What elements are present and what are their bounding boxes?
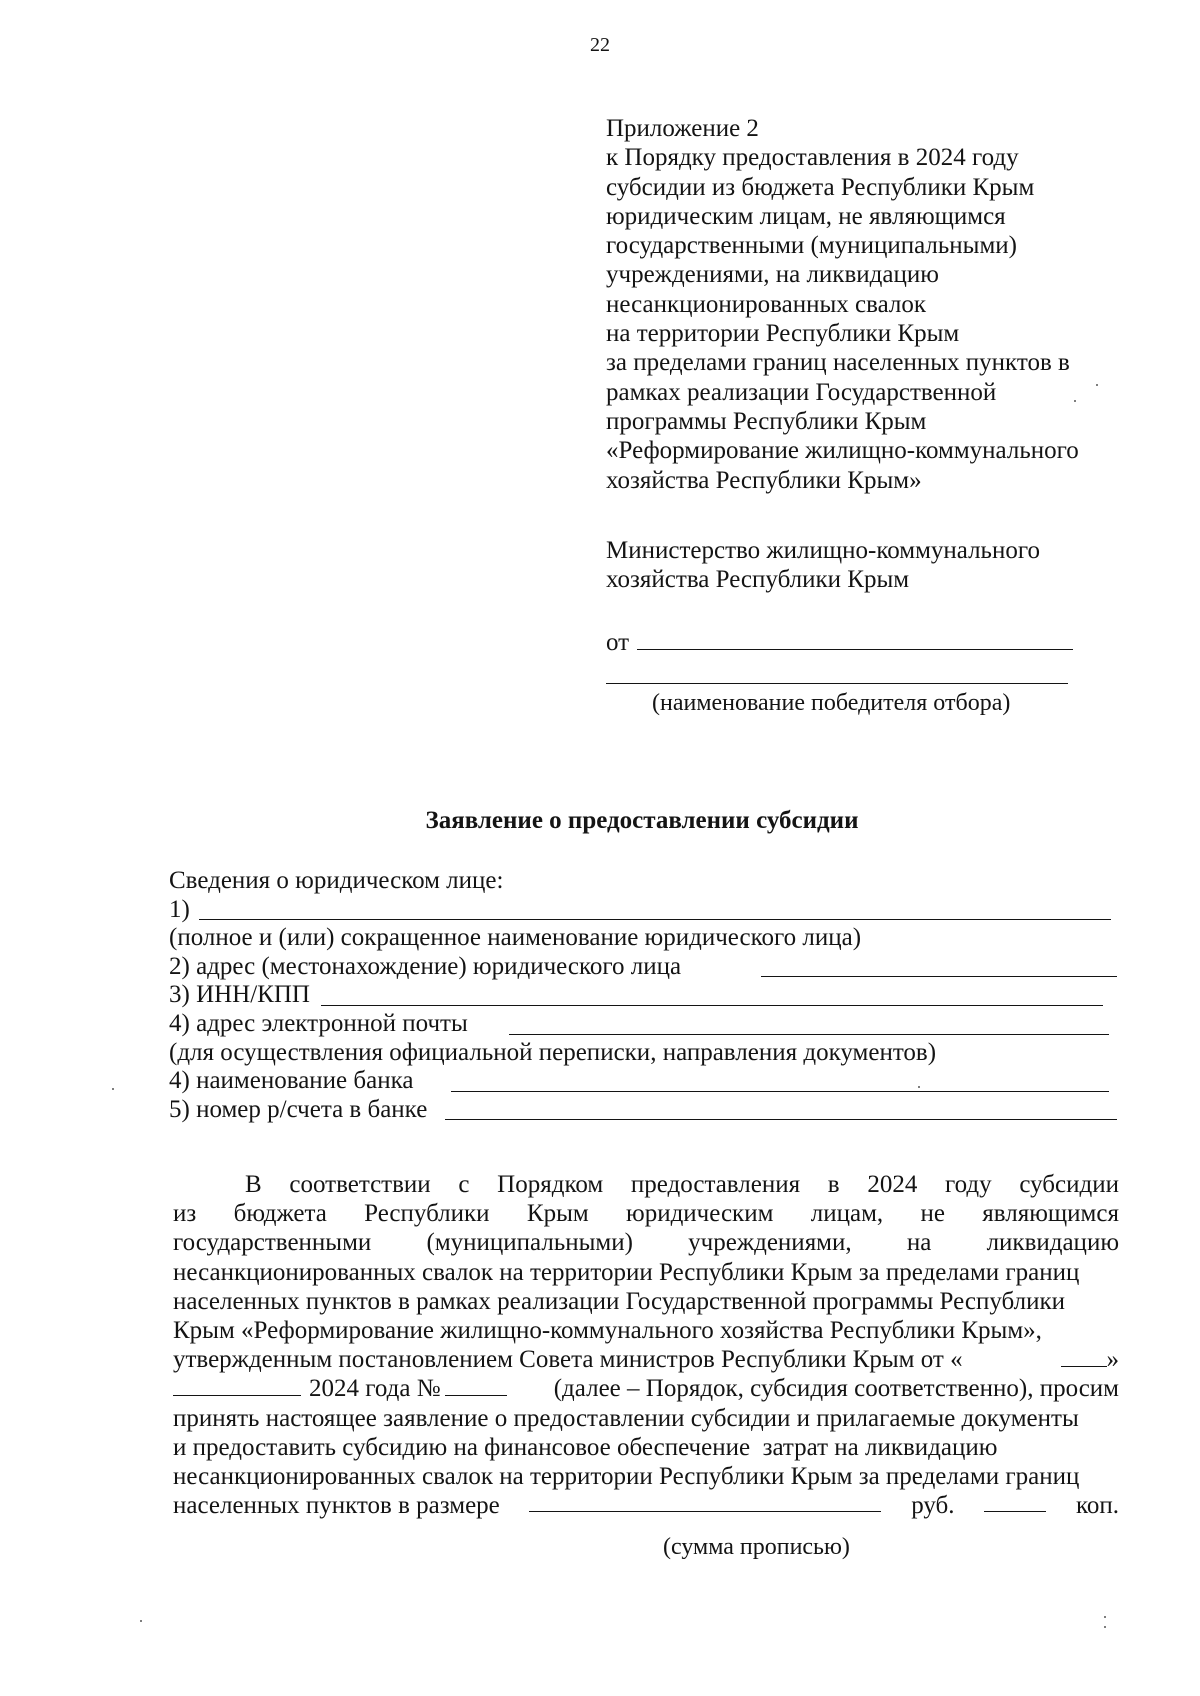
body-word: 2024 xyxy=(867,1171,918,1198)
body-line xyxy=(173,1287,1119,1316)
body-word: бюджета xyxy=(233,1200,327,1228)
body-word: на xyxy=(906,1229,932,1257)
appendix-line: юридическим лицам, не являющимся xyxy=(606,202,1006,230)
scan-speck xyxy=(140,1620,142,1622)
appendix-line: программы Республики Крым xyxy=(606,407,927,435)
resolution-number-field[interactable] xyxy=(445,1375,507,1396)
appendix-line: рамках реализации Государственной xyxy=(606,378,997,406)
body-text-line: несанкционированных свалок на территории Республики Крым за пределами границ xyxy=(173,1258,1080,1286)
appendix-line: Приложение 2 xyxy=(606,115,759,142)
scan-speck xyxy=(1096,384,1098,386)
from-field-line2[interactable] xyxy=(606,683,1068,684)
info-item-bank xyxy=(169,1067,1119,1096)
body-line xyxy=(173,1170,1119,1199)
body-text-line: населенных пунктов в рамках реализации Государственной программы Республики xyxy=(173,1287,1065,1315)
inn-kpp-field[interactable] xyxy=(321,1005,1103,1006)
scan-speck xyxy=(1104,1626,1106,1628)
info-item-name xyxy=(169,896,1119,925)
body-text-line: коп. xyxy=(1075,1492,1119,1520)
sum-caption: (сумма прописью) xyxy=(663,1534,850,1560)
appendix-line: государственными (муниципальными) xyxy=(606,232,1017,260)
info-item-label: 4) адрес электронной почты xyxy=(169,1009,468,1037)
from-caption: (наименование победителя отбора) xyxy=(652,690,1011,716)
document-title: Заявление о предоставлении субсидии xyxy=(425,807,859,834)
appendix-line: за пределами границ населенных пунктов в xyxy=(606,349,1070,377)
body-word: учреждениями, xyxy=(688,1229,852,1257)
body-word: предоставления xyxy=(630,1171,801,1198)
body-word: из xyxy=(173,1200,197,1228)
body-line xyxy=(173,1462,1119,1491)
body-text-line: (далее – Порядок, субсидия соответственно), просим xyxy=(553,1375,1119,1403)
page-number: 22 xyxy=(590,34,610,56)
body-word: году xyxy=(945,1171,992,1198)
body-word: в xyxy=(827,1171,840,1198)
body-word: Порядком xyxy=(497,1171,604,1198)
appendix-line: несанкционированных свалок xyxy=(606,290,927,318)
legal-entity-info xyxy=(169,867,1119,1124)
body-word: Республики xyxy=(364,1200,490,1228)
body-line xyxy=(173,1258,1119,1287)
body-line xyxy=(173,1228,1119,1257)
body-line xyxy=(173,1345,1119,1374)
from-field[interactable] xyxy=(637,627,1073,650)
info-item-label: 5) номер р/счета в банке xyxy=(169,1095,428,1123)
body-text-line: 2024 года № xyxy=(309,1375,441,1403)
recipient-block xyxy=(606,536,1040,595)
body-word: соответствии xyxy=(289,1171,431,1198)
info-item-label: 1) xyxy=(169,895,190,923)
appendix-line: субсидии из бюджета Республики Крым xyxy=(606,173,1035,201)
account-number-field[interactable] xyxy=(445,1119,1117,1120)
scan-speck xyxy=(1074,400,1076,402)
kopecks-field[interactable] xyxy=(984,1491,1046,1512)
body-text-line: и предоставить субсидию на финансовое обеспечение затрат на ликвидацию xyxy=(173,1433,998,1461)
email-field[interactable] xyxy=(509,1034,1109,1035)
body-text-line: принять настоящее заявление о предоставлении субсидии и прилагаемые документы xyxy=(173,1404,1079,1432)
appendix-line: на территории Республики Крым xyxy=(606,320,960,348)
body-text-line: населенных пунктов в размере xyxy=(173,1492,500,1520)
application-body xyxy=(173,1170,1119,1520)
scan-speck xyxy=(112,1088,114,1090)
body-text-line: несанкционированных свалок на территории Республики Крым за пределами границ xyxy=(173,1462,1080,1490)
body-line xyxy=(173,1433,1119,1462)
info-item-label: 4) наименование банка xyxy=(169,1067,414,1095)
info-item-caption: (для осуществления официальной переписки, направления документов) xyxy=(169,1038,937,1066)
body-text-line: » xyxy=(1106,1346,1119,1374)
body-line xyxy=(173,1199,1119,1228)
recipient-line: Министерство жилищно-коммунального xyxy=(606,537,1040,564)
info-item-email xyxy=(169,1010,1119,1039)
recipient-line: хозяйства Республики Крым xyxy=(606,566,910,594)
body-line xyxy=(173,1404,1119,1433)
info-item-account xyxy=(169,1096,1119,1125)
from-row xyxy=(606,627,1073,657)
appendix-line: учреждениями, на ликвидацию xyxy=(606,261,939,289)
body-line xyxy=(173,1491,1119,1520)
info-heading: Сведения о юридическом лице: xyxy=(169,867,504,894)
info-item-inn xyxy=(169,981,1119,1010)
body-word: ликвидацию xyxy=(986,1229,1119,1257)
body-word: государственными xyxy=(173,1229,372,1257)
appendix-block xyxy=(606,114,1079,495)
body-word: (муниципальными) xyxy=(426,1229,633,1257)
scan-speck xyxy=(918,1086,920,1088)
info-item-address xyxy=(169,953,1119,982)
body-word: субсидии xyxy=(1019,1171,1119,1198)
bank-name-field[interactable] xyxy=(451,1091,1109,1092)
body-line xyxy=(173,1374,1119,1403)
info-item-label: 3) ИНН/КПП xyxy=(169,981,310,1009)
info-item-caption: (полное и (или) сокращенное наименование юридического лица) xyxy=(169,924,862,952)
address-field[interactable] xyxy=(761,976,1117,977)
body-word: не xyxy=(920,1200,945,1228)
body-line xyxy=(173,1316,1119,1345)
body-text-line: руб. xyxy=(911,1492,955,1520)
appendix-line: к Порядку предоставления в 2024 году xyxy=(606,144,1019,172)
body-word: В xyxy=(245,1171,262,1198)
body-text-line: утвержденным постановлением Совета министров Республики Крым от « xyxy=(173,1346,963,1374)
appendix-line: «Реформирование жилищно-коммунального xyxy=(606,437,1079,465)
entity-name-field[interactable] xyxy=(199,919,1111,920)
scan-speck xyxy=(1104,1616,1106,1618)
body-text-line: Крым «Реформирование жилищно-коммунального хозяйства Республики Крым», xyxy=(173,1316,1042,1344)
body-word: являющимся xyxy=(982,1200,1119,1228)
sum-field[interactable] xyxy=(529,1491,881,1512)
body-word: Крым xyxy=(526,1200,589,1228)
body-word: лицам, xyxy=(810,1200,884,1228)
body-word: юридическим xyxy=(626,1200,774,1228)
approval-day-field[interactable] xyxy=(1061,1346,1107,1367)
appendix-line: хозяйства Республики Крым» xyxy=(606,466,922,494)
approval-month-field[interactable] xyxy=(173,1375,301,1396)
from-label: от xyxy=(606,629,630,656)
body-word: с xyxy=(458,1171,470,1198)
info-item-label: 2) адрес (местонахождение) юридического лица xyxy=(169,952,682,980)
